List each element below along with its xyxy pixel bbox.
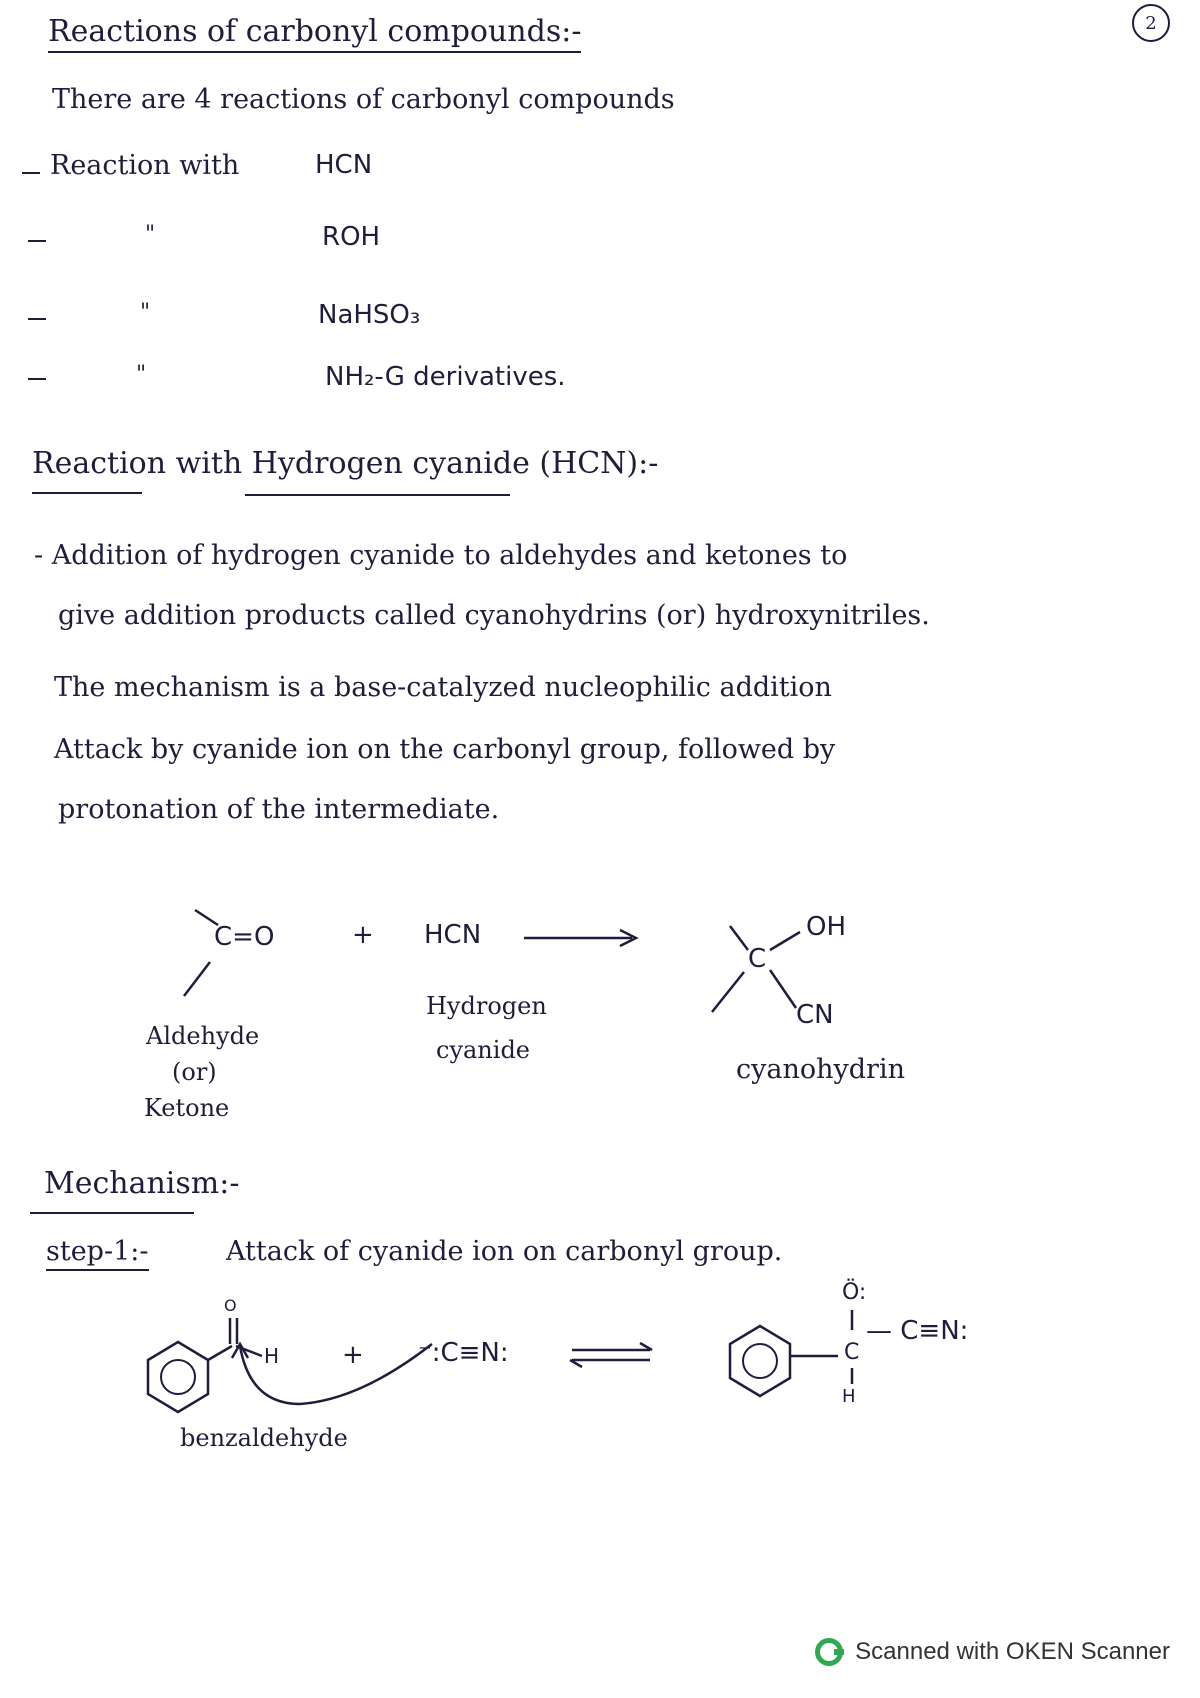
section-heading: Reaction with Hydrogen cyanide (HCN):- — [32, 446, 659, 481]
reaction-item-nahso3: NaHSO₃ — [318, 300, 421, 330]
bond-line — [208, 1346, 232, 1360]
reagent-label: cyanide — [436, 1036, 531, 1064]
mechanism-heading: Mechanism:- — [44, 1166, 240, 1201]
ditto-mark: " — [145, 222, 156, 247]
step-description: Attack of cyanide ion on carbonyl group. — [226, 1236, 783, 1267]
page-number: 2 — [1132, 4, 1170, 42]
product-nitrile: — C≡N: — [866, 1316, 969, 1346]
alkoxide-oxygen: Ö: — [842, 1280, 867, 1305]
intro-line: There are 4 reactions of carbonyl compounds — [52, 84, 675, 115]
oken-logo-icon — [815, 1638, 843, 1666]
paragraph-line: protonation of the intermediate. — [58, 794, 500, 825]
cyanide-ion: ⁻:C≡N: — [418, 1338, 509, 1368]
product-label: cyanohydrin — [736, 1054, 905, 1085]
aromatic-circle — [161, 1360, 195, 1394]
reactant-label: Ketone — [144, 1094, 230, 1122]
reaction-item-nh2g: NH₂-G derivatives. — [325, 362, 566, 392]
paragraph-line: The mechanism is a base-catalyzed nucleophilic addition — [54, 672, 832, 703]
carbonyl-formula: C=O — [214, 922, 275, 952]
step-label: step-1:- — [46, 1236, 149, 1271]
aromatic-circle — [743, 1344, 777, 1378]
reaction-item-roh: ROH — [322, 222, 381, 252]
ditto-mark: " — [136, 362, 147, 387]
scanner-text: Scanned with OKEN Scanner — [855, 1638, 1170, 1665]
product-cn: CN — [796, 1000, 834, 1030]
product-oh: OH — [806, 912, 847, 942]
paragraph-line: Attack by cyanide ion on the carbonyl group, followed by — [54, 734, 836, 765]
hcn-reagent: HCN — [424, 920, 482, 950]
plus-sign: + — [342, 1340, 364, 1370]
plus-sign: + — [352, 920, 374, 950]
aldehyde-hydrogen: H — [264, 1344, 280, 1368]
reaction-item-hcn: HCN — [315, 150, 373, 180]
paragraph-line: - Addition of hydrogen cyanide to aldehydes and ketones to — [34, 540, 848, 571]
ditto-mark: " — [140, 300, 151, 325]
benzene-ring — [730, 1326, 790, 1396]
paragraph-line: give addition products called cyanohydrins (or) hydroxynitriles. — [58, 600, 930, 631]
aldehyde-oxygen: O — [224, 1296, 237, 1315]
reactant-label: Aldehyde — [146, 1022, 260, 1050]
reactant-label: (or) — [172, 1058, 217, 1086]
reaction-prefix: Reaction with — [50, 150, 240, 181]
benzene-ring — [148, 1342, 208, 1412]
product-carbon: C — [748, 944, 767, 974]
reagent-label: Hydrogen — [426, 992, 547, 1020]
page-heading: Reactions of carbonyl compounds:- — [48, 14, 581, 53]
scanner-watermark — [815, 1638, 1170, 1666]
benzaldehyde-label: benzaldehyde — [180, 1424, 348, 1452]
product-carbon: C — [844, 1340, 860, 1365]
product-hydrogen: H — [842, 1386, 856, 1407]
